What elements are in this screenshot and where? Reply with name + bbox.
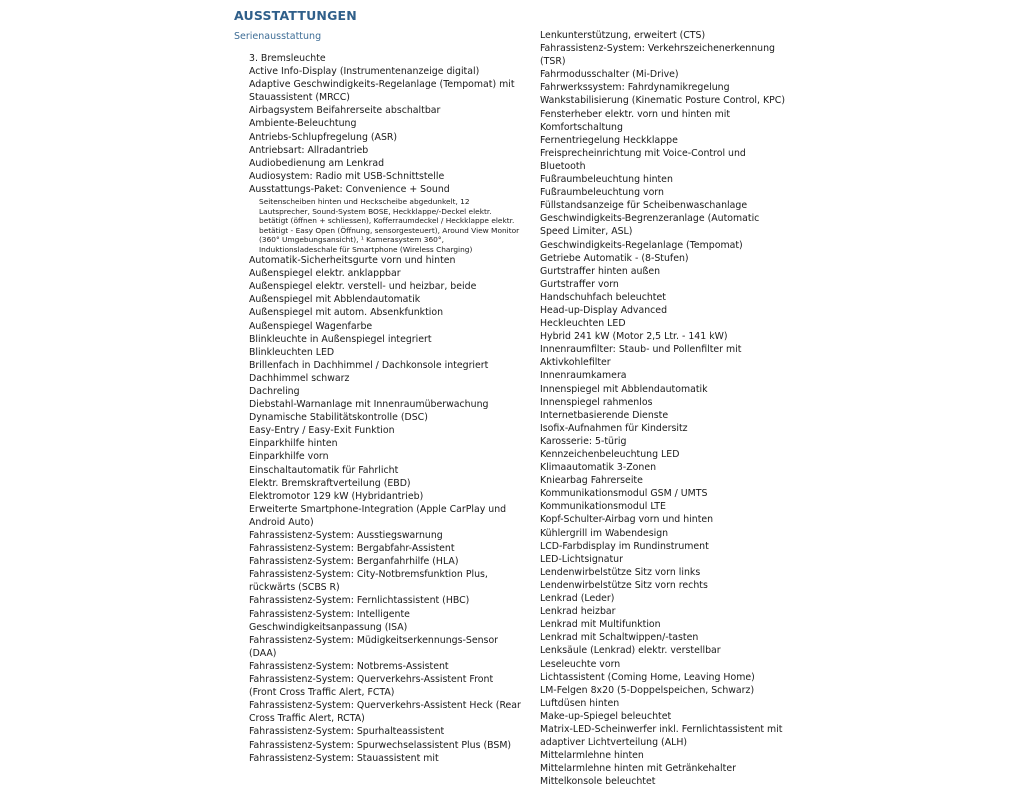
equipment-item	[540, 762, 790, 775]
equipment-item	[249, 267, 521, 280]
equipment-item	[249, 157, 521, 170]
equipment-item	[540, 422, 790, 435]
equipment-item	[540, 81, 790, 94]
equipment-item-label: Leseleuchte vorn	[540, 658, 621, 670]
equipment-item	[249, 555, 521, 568]
equipment-item	[249, 450, 521, 463]
equipment-item	[249, 65, 521, 78]
equipment-item	[540, 461, 790, 474]
equipment-item-label: Heckleuchten LED	[540, 318, 626, 330]
equipment-item	[249, 725, 521, 738]
equipment-item-label: Ausstattungs-Paket: Convenience + Sound	[249, 183, 450, 195]
equipment-item-label: Kommunikationsmodul LTE	[540, 501, 666, 513]
equipment-item-label: 3. Bremsleuchte	[249, 53, 326, 64]
equipment-item-label: Einschaltautomatik für Fahrlicht	[249, 464, 399, 476]
equipment-item	[540, 265, 790, 278]
equipment-item-label: Luftdüsen hinten	[540, 697, 620, 709]
equipment-item-label: Lenkrad mit Multifunktion	[540, 619, 661, 631]
equipment-item-label: Fahrassistenz-System: Ausstiegswarnung	[249, 530, 443, 541]
equipment-item-label: Fernentriegelung Heckklappe	[540, 134, 678, 146]
equipment-item	[540, 592, 790, 605]
equipment-item-label: Fußraumbeleuchtung hinten	[540, 174, 673, 186]
equipment-item	[540, 566, 790, 579]
equipment-item	[249, 144, 521, 157]
equipment-item	[249, 660, 521, 673]
equipment-item-label: Fahrassistenz-System: Notbrems-Assistent	[249, 660, 449, 672]
equipment-item-label: Fahrassistenz-System: Querverkehrs-Assistent Heck (Rear Cross Traffic Alert, RCTA)	[249, 700, 521, 725]
equipment-item	[540, 173, 790, 186]
equipment-item	[540, 108, 790, 134]
equipment-item	[540, 199, 790, 212]
equipment-item	[540, 605, 790, 618]
equipment-item	[249, 293, 521, 306]
equipment-item-label: Wankstabilisierung (Kinematic Posture Control, KPC)	[540, 95, 785, 107]
equipment-item-label: LCD-Farbdisplay im Rundinstrument	[540, 540, 709, 552]
equipment-item-label: Automatik-Sicherheitsgurte vorn und hinten	[249, 255, 456, 267]
equipment-item	[540, 644, 790, 657]
equipment-item-label: Kühlergrill im Wabendesign	[540, 527, 669, 539]
equipment-item-label: Blinkleuchte in Außenspiegel integriert	[249, 333, 432, 345]
equipment-item-label: Lenkrad (Leder)	[540, 593, 615, 605]
equipment-item-label: Getriebe Automatik - (8-Stufen)	[540, 252, 689, 264]
equipment-item	[540, 684, 790, 697]
equipment-item-label: Lendenwirbelstütze Sitz vorn rechts	[540, 579, 708, 591]
equipment-item-label: Gurtstraffer vorn	[540, 278, 619, 290]
equipment-item-label: Fahrassistenz-System: Verkehrszeichenerkennung (TSR)	[540, 43, 776, 68]
equipment-item	[540, 68, 790, 81]
equipment-item-label: Blinkleuchten LED	[249, 346, 335, 358]
equipment-item	[249, 131, 521, 144]
equipment-item	[249, 529, 521, 542]
equipment-item-label: Fahrwerkssystem: Fahrdynamikregelung	[540, 82, 730, 94]
equipment-item	[540, 697, 790, 710]
equipment-item-label: Außenspiegel mit autom. Absenkfunktion	[249, 307, 444, 319]
equipment-list-right	[540, 29, 790, 788]
equipment-item-label: Karosserie: 5-türig	[540, 435, 627, 447]
equipment-item-label: Ambiente-Beleuchtung	[249, 118, 357, 130]
equipment-item-label: Lenkrad mit Schaltwippen/-tasten	[540, 632, 699, 644]
equipment-item-label: Fahrassistenz-System: Spurwechselassistent Plus (BSM)	[249, 739, 512, 751]
equipment-item	[540, 304, 790, 317]
equipment-item-label: Audiosystem: Radio mit USB-Schnittstelle	[249, 170, 445, 182]
equipment-item-label: Kennzeichenbeleuchtung LED	[540, 449, 680, 460]
equipment-item-label: Außenspiegel Wagenfarbe	[249, 320, 373, 332]
equipment-item	[540, 343, 790, 369]
equipment-item	[249, 254, 521, 267]
equipment-item	[540, 278, 790, 291]
equipment-item	[249, 52, 521, 65]
equipment-item	[249, 490, 521, 503]
equipment-item-label: Geschwindigkeits-Begrenzeranlage (Automatic Speed Limiter, ASL)	[540, 213, 760, 238]
equipment-item	[540, 775, 790, 788]
equipment-item	[249, 183, 521, 254]
equipment-item	[249, 372, 521, 385]
equipment-item	[249, 608, 521, 634]
equipment-item-label: Kommunikationsmodul GSM / UMTS	[540, 488, 708, 500]
equipment-item	[249, 699, 521, 725]
equipment-item-label: Head-up-Display Advanced	[540, 304, 668, 316]
equipment-item	[540, 396, 790, 409]
equipment-item-label: LM-Felgen 8x20 (5-Doppelspeichen, Schwarz)	[540, 684, 755, 696]
equipment-item	[249, 594, 521, 607]
equipment-item	[249, 398, 521, 411]
equipment-item	[540, 500, 790, 513]
equipment-item-label: Fensterheber elektr. vorn und hinten mit Komfortschaltung	[540, 108, 731, 133]
equipment-item	[540, 658, 790, 671]
equipment-item-label: Fahrassistenz-System: Fernlichtassistent (HBC)	[249, 595, 470, 607]
equipment-item	[540, 579, 790, 592]
equipment-item	[249, 477, 521, 490]
equipment-item-label: Lenkunterstützung, erweitert (CTS)	[540, 30, 706, 41]
equipment-item	[540, 383, 790, 396]
equipment-item-label: Antriebsart: Allradantrieb	[249, 144, 369, 156]
equipment-item-label: Mittelkonsole beleuchtet	[540, 776, 656, 788]
equipment-item	[249, 464, 521, 477]
equipment-item	[540, 618, 790, 631]
equipment-item	[540, 723, 790, 749]
equipment-item-label: Elektromotor 129 kW (Hybridantrieb)	[249, 490, 424, 502]
equipment-item-label: Außenspiegel mit Abblendautomatik	[249, 294, 421, 306]
equipment-item	[540, 317, 790, 330]
equipment-item	[249, 346, 521, 359]
equipment-item-label: LED-Lichtsignatur	[540, 553, 623, 565]
equipment-item-label: Make-up-Spiegel beleuchtet	[540, 710, 672, 722]
equipment-item-label: Geschwindigkeits-Regelanlage (Tempomat)	[540, 239, 743, 251]
equipment-item	[540, 94, 790, 107]
section-title: AUSSTATTUNGEN	[234, 8, 357, 23]
equipment-item	[540, 474, 790, 487]
equipment-item-label: Innenraumkamera	[540, 370, 627, 382]
equipment-item	[249, 411, 521, 424]
equipment-item-label: Diebstahl-Warnanlage mit Innenraumüberwachung	[249, 399, 489, 411]
equipment-item	[249, 280, 521, 293]
equipment-item-label: Brillenfach in Dachhimmel / Dachkonsole integriert	[249, 359, 489, 371]
equipment-item	[540, 252, 790, 265]
equipment-item	[540, 42, 790, 68]
section-subtitle: Serienausstattung	[234, 31, 322, 42]
equipment-item-label: Mittelarmlehne hinten mit Getränkehalter	[540, 763, 736, 775]
equipment-item-label: Easy-Entry / Easy-Exit Funktion	[249, 425, 395, 437]
equipment-item-label: Einparkhilfe hinten	[249, 438, 338, 450]
equipment-item-label: Fahrassistenz-System: Stauassistent mit	[249, 752, 439, 764]
equipment-item-label: Active Info-Display (Instrumentenanzeige digital)	[249, 66, 480, 78]
equipment-item-label: Antriebs-Schlupfregelung (ASR)	[249, 131, 398, 143]
equipment-item-label: Matrix-LED-Scheinwerfer inkl. Fernlichtassistent mit adaptiver Lichtverteilung (ALH)	[540, 723, 783, 749]
equipment-item-label: Internetbasierende Dienste	[540, 409, 669, 421]
equipment-item	[540, 448, 790, 461]
equipment-item-label: Außenspiegel elektr. verstell- und heizbar, beide	[249, 281, 477, 293]
equipment-item-label: Fahrassistenz-System: Berganfahrhilfe (HLA)	[249, 556, 459, 568]
equipment-item-label: Freisprecheinrichtung mit Voice-Control und Bluetooth	[540, 147, 746, 172]
equipment-item	[540, 671, 790, 684]
equipment-item-label: Fahrassistenz-System: Spurhalteassistent	[249, 726, 445, 738]
equipment-item	[249, 359, 521, 372]
equipment-item	[249, 320, 521, 333]
equipment-item-label: Fahrmodusschalter (Mi-Drive)	[540, 69, 679, 81]
equipment-item-label: Lenkrad heizbar	[540, 606, 616, 618]
equipment-item	[540, 239, 790, 252]
equipment-item-label: Airbagsystem Beifahrerseite abschaltbar	[249, 105, 441, 117]
equipment-item-label: Fahrassistenz-System: Querverkehrs-Assistent Front (Front Cross Traffic Alert, FCTA)	[249, 674, 494, 699]
equipment-item	[249, 385, 521, 398]
equipment-item	[540, 186, 790, 199]
equipment-item	[540, 527, 790, 540]
equipment-item	[249, 568, 521, 594]
equipment-item-label: Adaptive Geschwindigkeits-Regelanlage (Tempomat) mit Stauassistent (MRCC)	[249, 79, 515, 104]
equipment-item-label: Mittelarmlehne hinten	[540, 750, 644, 762]
equipment-item	[540, 553, 790, 566]
equipment-item-label: Isofix-Aufnahmen für Kindersitz	[540, 422, 688, 434]
equipment-item-label: Einparkhilfe vorn	[249, 451, 329, 463]
equipment-item-label: Lendenwirbelstütze Sitz vorn links	[540, 566, 701, 578]
equipment-item	[249, 333, 521, 346]
equipment-item-label: Kopf-Schulter-Airbag vorn und hinten	[540, 514, 714, 526]
equipment-item-label: Lichtassistent (Coming Home, Leaving Home)	[540, 671, 755, 683]
equipment-item-label: Innenspiegel rahmenlos	[540, 396, 653, 408]
equipment-item	[249, 424, 521, 437]
equipment-item	[249, 170, 521, 183]
equipment-item	[540, 540, 790, 553]
equipment-item	[540, 29, 790, 42]
equipment-item-label: Fahrassistenz-System: City-Notbremsfunktion Plus, rückwärts (SCBS R)	[249, 569, 488, 594]
equipment-item-label: Füllstandsanzeige für Scheibenwaschanlage	[540, 200, 748, 212]
equipment-item	[540, 513, 790, 526]
equipment-item	[249, 78, 521, 104]
equipment-item	[540, 710, 790, 723]
equipment-item	[249, 306, 521, 319]
equipment-item	[540, 291, 790, 304]
equipment-item	[540, 212, 790, 238]
equipment-item	[540, 369, 790, 382]
equipment-item-label: Dachreling	[249, 385, 300, 397]
package-detail: Seitenscheiben hinten und Heckscheibe abgedunkelt, 12 Lautsprecher, Sound-System BOSE, Heckklappe/-Deckel elektr. betätigt (öffnen + schliessen), Kofferraumdeckel / Heckklappe elektr. betätigt - Easy Open (Öffnung, sensorgesteuert), Around View Monitor (360° Umgebungsansicht), ¹ Kamerasystem 360°, Induktionsladeschale für Smartphone (Wireless Charging)	[259, 197, 520, 254]
equipment-item	[249, 739, 521, 752]
equipment-item-label: Innenraumfilter: Staub- und Pollenfilter mit Aktivkohlefilter	[540, 344, 742, 369]
equipment-item-label: Klimaautomatik 3-Zonen	[540, 462, 657, 474]
equipment-item	[249, 503, 521, 529]
equipment-item-label: Innenspiegel mit Abblendautomatik	[540, 383, 708, 395]
equipment-item-label: Lenksäule (Lenkrad) elektr. verstellbar	[540, 645, 721, 657]
equipment-item-label: Fahrassistenz-System: Intelligente Geschwindigkeitsanpassung (ISA)	[249, 608, 410, 633]
equipment-list-left	[249, 52, 521, 765]
equipment-item	[540, 147, 790, 173]
equipment-item-label: Dachhimmel schwarz	[249, 372, 350, 384]
equipment-item	[249, 673, 521, 699]
equipment-item-label: Fußraumbeleuchtung vorn	[540, 187, 664, 199]
equipment-item-label: Fahrassistenz-System: Bergabfahr-Assistent	[249, 543, 455, 555]
equipment-item-label: Hybrid 241 kW (Motor 2,5 Ltr. - 141 kW)	[540, 331, 728, 343]
equipment-item	[249, 752, 521, 765]
equipment-item-label: Erweiterte Smartphone-Integration (Apple CarPlay und Android Auto)	[249, 503, 507, 528]
equipment-item	[249, 542, 521, 555]
equipment-item-label: Fahrassistenz-System: Müdigkeitserkennungs-Sensor (DAA)	[249, 634, 499, 659]
equipment-item-label: Dynamische Stabilitätskontrolle (DSC)	[249, 412, 428, 424]
equipment-item	[249, 104, 521, 117]
equipment-item-label: Kniearbag Fahrerseite	[540, 475, 643, 487]
equipment-item	[540, 487, 790, 500]
equipment-item-label: Elektr. Bremskraftverteilung (EBD)	[249, 477, 411, 489]
equipment-item-label: Gurtstraffer hinten außen	[540, 265, 661, 277]
equipment-item	[249, 634, 521, 660]
equipment-item	[540, 409, 790, 422]
equipment-item	[249, 117, 521, 130]
equipment-item-label: Handschuhfach beleuchtet	[540, 291, 666, 303]
equipment-item-label: Außenspiegel elektr. anklappbar	[249, 268, 401, 280]
equipment-item	[249, 437, 521, 450]
equipment-item-label: Audiobedienung am Lenkrad	[249, 157, 385, 169]
equipment-item	[540, 435, 790, 448]
equipment-item	[540, 134, 790, 147]
equipment-item	[540, 749, 790, 762]
equipment-item	[540, 631, 790, 644]
equipment-item	[540, 330, 790, 343]
